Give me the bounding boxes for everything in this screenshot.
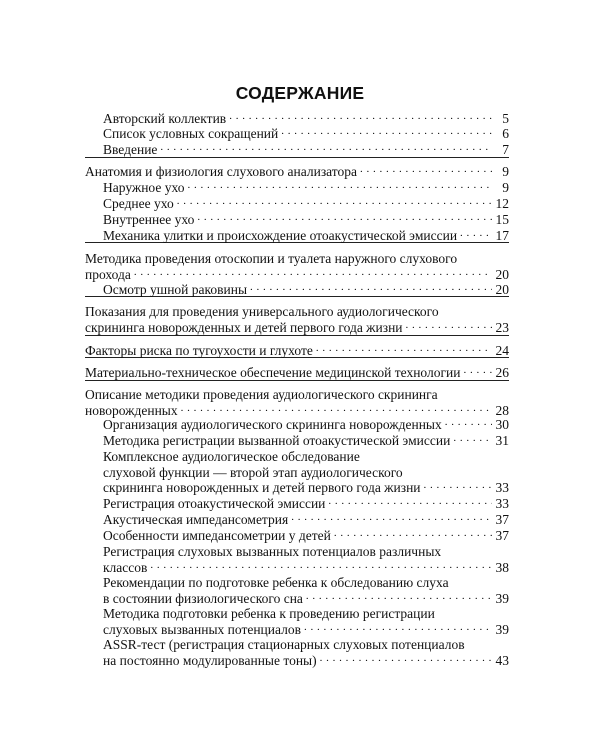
toc-entry-title: Материально-техническое обеспечение медицинской технологии [85, 365, 461, 380]
dot-leader [424, 481, 492, 496]
toc-entry-title: скрининга новорожденных и детей первого года жизни [85, 319, 403, 335]
page-number: 23 [495, 319, 509, 335]
page-number: 24 [495, 343, 509, 358]
toc-entry[interactable] [85, 304, 509, 335]
page-number: 30 [495, 417, 509, 432]
page-number: 9 [502, 180, 509, 195]
page-number: 17 [495, 228, 509, 243]
toc-entry-title: Внутреннее ухо [103, 212, 195, 227]
toc-entry-title: прохода [85, 266, 131, 282]
dot-leader [281, 127, 492, 142]
page-number: 37 [495, 528, 509, 543]
dot-leader [445, 418, 492, 433]
toc-entry[interactable] [103, 212, 509, 228]
dot-leader [453, 434, 492, 449]
toc-entry[interactable] [85, 365, 509, 381]
page-number: 12 [495, 196, 509, 211]
page-number: 9 [502, 164, 509, 179]
page-number: 43 [495, 652, 509, 668]
section-divider [85, 335, 509, 336]
toc-entry[interactable] [103, 433, 509, 449]
page-number: 20 [495, 266, 509, 282]
dot-leader [177, 197, 492, 212]
dot-leader [187, 181, 492, 196]
toc-entry-title: Особенности импедансометрии у детей [103, 528, 331, 543]
toc-entry-title: слуховой функции — второй этап аудиологического [103, 464, 403, 480]
page-number: 39 [495, 621, 509, 637]
toc-entry-title: ASSR-тест (регистрация стационарных слуховых потенциалов [103, 637, 465, 652]
toc-entry-title: Введение [103, 142, 158, 157]
page-number: 28 [495, 402, 509, 418]
toc-entry-title: Авторский коллектив [103, 111, 227, 126]
page-title: СОДЕРЖАНИЕ [235, 83, 365, 103]
toc-entry[interactable] [103, 282, 509, 298]
toc-entry-title: Анатомия и физиология слухового анализатора [85, 164, 358, 179]
page-number: 20 [495, 282, 509, 297]
toc-entry[interactable] [85, 387, 509, 418]
page-number: 7 [502, 142, 509, 157]
dot-leader [229, 112, 492, 127]
toc-entry-title: Осмотр ушной раковины [103, 282, 248, 297]
dot-leader [334, 529, 492, 544]
toc-entry-title: классов [103, 559, 148, 575]
dot-leader [134, 267, 492, 282]
dot-leader [291, 513, 492, 528]
toc-entry-title: Методика проведения отоскопии и туалета наружного слухового [85, 251, 458, 266]
toc-entry-title: Акустическая импедансометрия [103, 512, 289, 527]
toc-entry-title: Показания для проведения универсального аудиологического [85, 304, 439, 319]
page-number: 31 [495, 433, 509, 448]
dot-leader [160, 143, 492, 158]
toc-entry-title: Описание методики проведения аудиологического скрининга [85, 387, 438, 402]
toc-entry-title: Факторы риска по тугоухости и глухоте [85, 343, 313, 358]
toc-entry-title: Список условных сокращений [103, 126, 279, 141]
toc-entry[interactable] [103, 496, 509, 512]
toc-entry-title: на постоянно модулированные тоны) [103, 652, 317, 668]
page-number: 26 [495, 365, 509, 380]
toc-entry[interactable] [103, 126, 509, 142]
dot-leader [304, 622, 492, 637]
toc-entry[interactable] [103, 528, 509, 544]
dot-leader [463, 366, 492, 381]
page-number: 33 [495, 480, 509, 495]
toc-entry-title: Рекомендации по подготовке ребенка к обследованию слуха [103, 575, 449, 590]
toc-entry[interactable] [103, 544, 509, 575]
page-number: 6 [502, 126, 509, 141]
toc-entry-title: Методика подготовки ребенка к проведению регистрации [103, 606, 435, 621]
dot-leader [197, 213, 492, 228]
page-number: 15 [495, 212, 509, 227]
toc-entry[interactable] [103, 142, 509, 158]
toc-entry[interactable] [103, 180, 509, 196]
toc-entry-title: Методика регистрации вызванной отоакустической эмиссии [103, 433, 451, 448]
toc-entry-title: Комплексное аудиологическое обследование [103, 449, 360, 464]
dot-leader [360, 165, 492, 180]
toc-entry[interactable] [103, 637, 509, 668]
toc-entry-title: Механика улитки и происхождение отоакустической эмиссии [103, 228, 458, 243]
toc-entry[interactable] [103, 449, 509, 496]
dot-leader [320, 653, 492, 668]
toc-entry-title: скрининга новорожденных и детей первого года жизни [103, 480, 421, 495]
dot-leader [181, 403, 492, 418]
toc-entry[interactable] [103, 512, 509, 528]
toc-entry[interactable] [85, 164, 509, 180]
toc-entry-title: слуховых вызванных потенциалов [103, 621, 301, 637]
page-number: 38 [495, 559, 509, 575]
toc-entry-title: в состоянии физиологического сна [103, 590, 303, 606]
toc-entry[interactable] [103, 196, 509, 212]
toc-entry[interactable] [103, 417, 509, 433]
toc-entry[interactable] [103, 606, 509, 637]
toc-entry-title: новорожденных [85, 402, 178, 418]
dot-leader [250, 283, 492, 298]
page-number: 33 [495, 496, 509, 511]
toc-entry-title: Наружное ухо [103, 180, 185, 195]
toc-entry-title: Среднее ухо [103, 196, 174, 211]
toc-entry[interactable] [103, 228, 509, 244]
toc-entry-title: Регистрация слуховых вызванных потенциалов различных [103, 544, 442, 559]
dot-leader [406, 320, 492, 335]
page-number: 5 [502, 111, 509, 126]
toc-entry[interactable] [85, 251, 509, 282]
toc-entry-title: Организация аудиологического скрининга новорожденных [103, 417, 442, 432]
dot-leader [306, 591, 492, 606]
toc-entry[interactable] [103, 111, 509, 127]
page-number: 37 [495, 512, 509, 527]
dot-leader [150, 560, 492, 575]
dot-leader [328, 497, 492, 512]
toc-entry[interactable] [85, 343, 509, 359]
page-number: 39 [495, 590, 509, 606]
toc-entry[interactable] [103, 575, 509, 606]
dot-leader [316, 344, 492, 359]
toc-entry-title: Регистрация отоакустической эмиссии [103, 496, 326, 511]
dot-leader [460, 229, 492, 244]
